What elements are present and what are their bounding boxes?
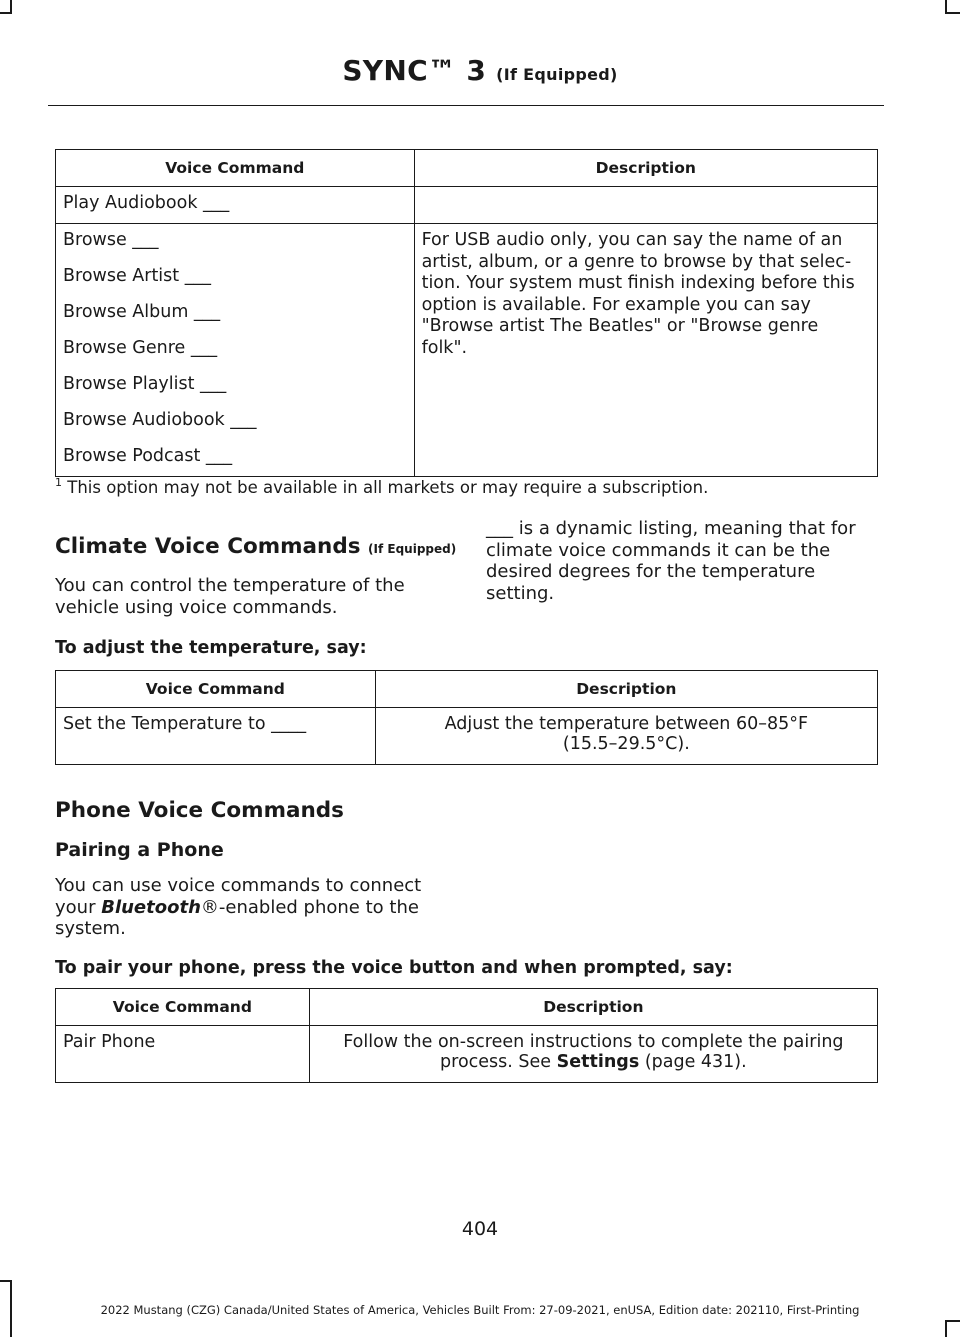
page-footer: 2022 Mustang (CZG) Canada/United States of America, Vehicles Built From: 27-09-2021, enUSA, Edition date: 202110, First-Printing [100,1303,860,1317]
crop-mark [0,1280,12,1282]
table-row [56,224,878,477]
footnote-text: This option may not be available in all markets or may require a subscription. [67,478,709,497]
climate-commands-table [55,670,878,765]
dynamic-listing-paragraph [486,518,856,604]
column-header: Description [414,150,877,187]
description-line: tion. Your system must finish indexing before this [421,273,855,293]
column-header: Description [309,989,877,1026]
page-header [0,54,960,87]
climate-lead: To adjust the temperature, say: [55,638,367,658]
paragraph-line: ___ is a dynamic listing, meaning that for [486,518,856,539]
command-cell: Set the Temperature to ____ [56,708,376,765]
description-line: Follow the on-screen instructions to complete the pairing [343,1032,844,1052]
description-line: (15.5–29.5°C). [562,734,690,754]
subsection-heading: Pairing a Phone [55,839,224,861]
footnote-marker: 1 [55,476,62,489]
phone-commands-table [55,988,878,1083]
crop-mark [0,12,12,14]
paragraph-line: desired degrees for the temperature [486,561,816,582]
paragraph-line: You can control the temperature of the [55,575,405,596]
paragraph-line: setting. [486,582,555,604]
table-header-row [56,671,878,708]
phone-paragraph [55,875,421,940]
description-line: Adjust the temperature between 60–85°F [444,714,809,734]
description-cell [309,1026,877,1083]
text-span: (page 431). [644,1052,747,1072]
section-heading-phone: Phone Voice Commands [55,798,344,823]
command-cell: Play Audiobook ___ [56,187,415,224]
command-cell [56,224,415,477]
paragraph-line: You can use voice commands to connect [55,875,422,896]
description-line [317,1052,870,1072]
paragraph-line: climate voice commands it can be the [486,539,831,561]
heading-text: Climate Voice Commands [55,534,361,559]
command-text: Browse Genre ___ [63,338,218,358]
command-cell: Pair Phone [56,1026,310,1083]
text-span: process. See [440,1052,552,1072]
paragraph-line: system. [55,918,126,939]
bluetooth-term: Bluetooth [101,896,201,918]
section-heading-climate [55,534,456,559]
command-text: Browse Playlist ___ [63,374,227,394]
table-row [56,1026,878,1083]
column-header: Voice Command [56,150,415,187]
command-text: Browse Artist ___ [63,266,211,286]
command-text: Browse Album ___ [63,302,221,322]
description-cell [414,187,877,224]
table-header-row [56,150,878,187]
description-line: artist, album, or a genre to browse by that selec- [421,251,852,272]
table-header-row [56,989,878,1026]
climate-paragraph [55,575,405,618]
description-cell [375,708,877,765]
settings-link[interactable]: Settings [556,1052,640,1072]
crop-mark [945,1320,947,1337]
description-cell [414,224,877,477]
text-span: your [55,896,96,918]
command-text: Browse Audiobook ___ [63,410,257,430]
table-row [56,708,878,765]
column-header: Description [375,671,877,708]
description-line: option is available. For example you can say [421,294,811,315]
text-span: ®-enabled phone to the [200,896,419,918]
command-text: Browse Podcast ___ [63,446,233,466]
command-text: Browse ___ [63,230,159,250]
paragraph-line: vehicle using voice commands. [55,596,338,618]
table-row [56,187,878,224]
header-divider [48,105,884,106]
column-header: Voice Command [56,671,376,708]
header-subtitle: (If Equipped) [496,65,618,84]
browse-commands-table [55,149,878,477]
description-line: "Browse artist The Beatles" or "Browse genre [421,316,819,336]
crop-mark [945,12,960,14]
paragraph-line [55,897,421,919]
description-line: folk". [421,337,468,358]
page-number: 404 [461,1218,499,1240]
phone-lead: To pair your phone, press the voice button and when prompted, say: [55,958,733,978]
crop-mark [945,1320,960,1322]
footnote [55,478,708,497]
header-title: SYNC™ 3 [342,54,487,87]
heading-note: (If Equipped) [368,542,457,556]
description-line: For USB audio only, you can say the name of an [421,230,843,250]
column-header: Voice Command [56,989,310,1026]
